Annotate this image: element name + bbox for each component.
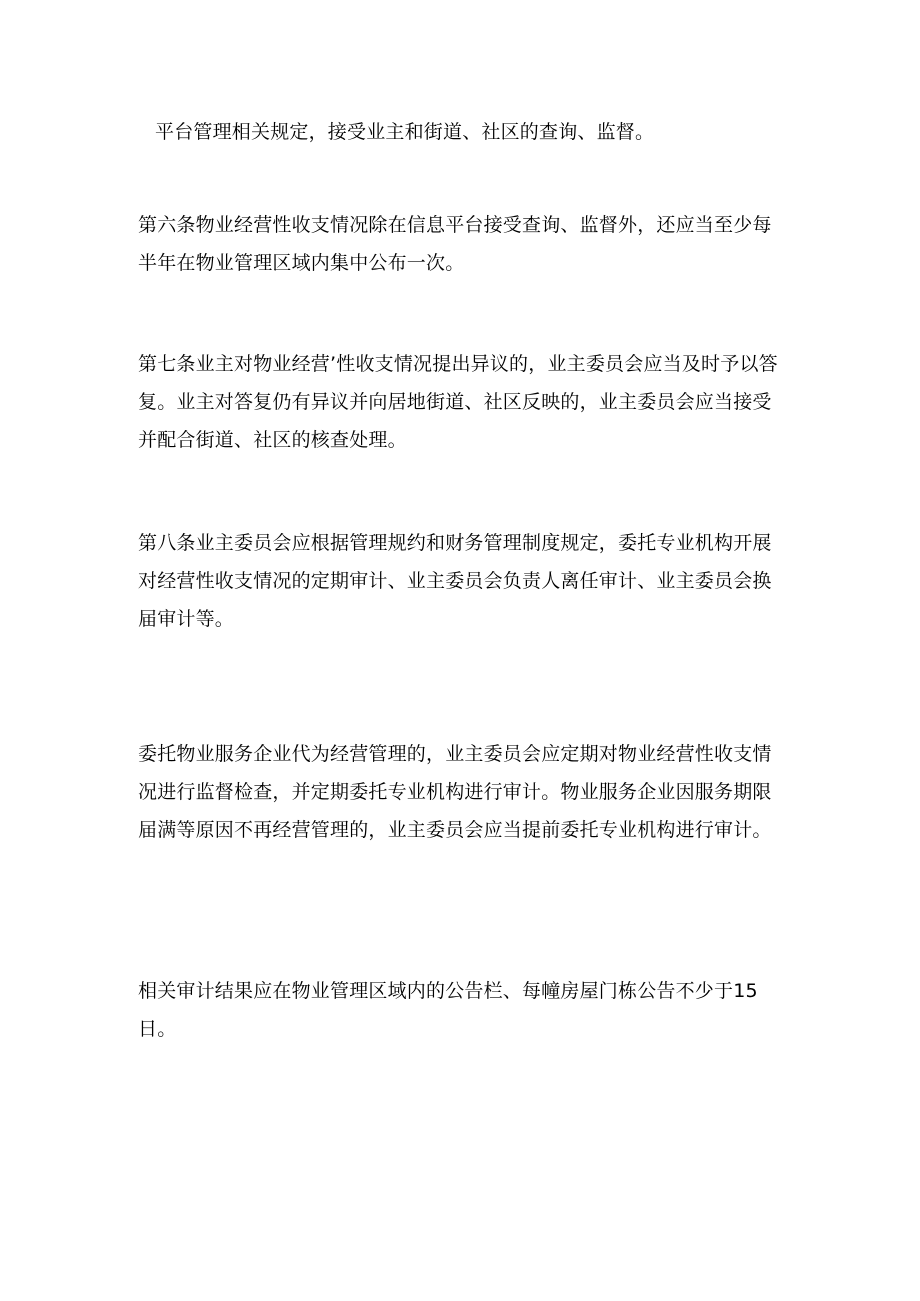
paragraph-platform-rules: 平台管理相关规定，接受业主和街道、社区的查询、监督。 [155,121,655,143]
paragraph-article-8: 第八条业主委员会应根据管理规约和财务管理制度规定，委托专业机构开展对经营性收支情况的定期审计、业主委员会负责人离任审计、业主委员会换届审计等。 [138,532,772,630]
paragraph-entrusted-management: 委托物业服务企业代为经营管理的，业主委员会应定期对物业经营性收支情况进行监督检查，并定期委托专业机构进行审计。物业服务企业因服务期限届满等原因不再经营管理的，业主委员会应当提前委托专业机构进行审计。 [138,743,772,841]
paragraph-audit-results: 相关审计结果应在物业管理区域内的公告栏、每幢房屋门栋公告不少于15日。 [138,980,758,1040]
paragraph-article-6: 第六条物业经营性收支情况除在信息平台接受查询、监督外，还应当至少每半年在物业管理区域内集中公布一次。 [138,214,772,274]
paragraph-article-7: 第七条业主对物业经营’性收支情况提出异议的，业主委员会应当及时予以答复。业主对答复仍有异议并向居地街道、社区反映的，业主委员会应当接受并配合街道、社区的核查处理。 [138,353,778,451]
